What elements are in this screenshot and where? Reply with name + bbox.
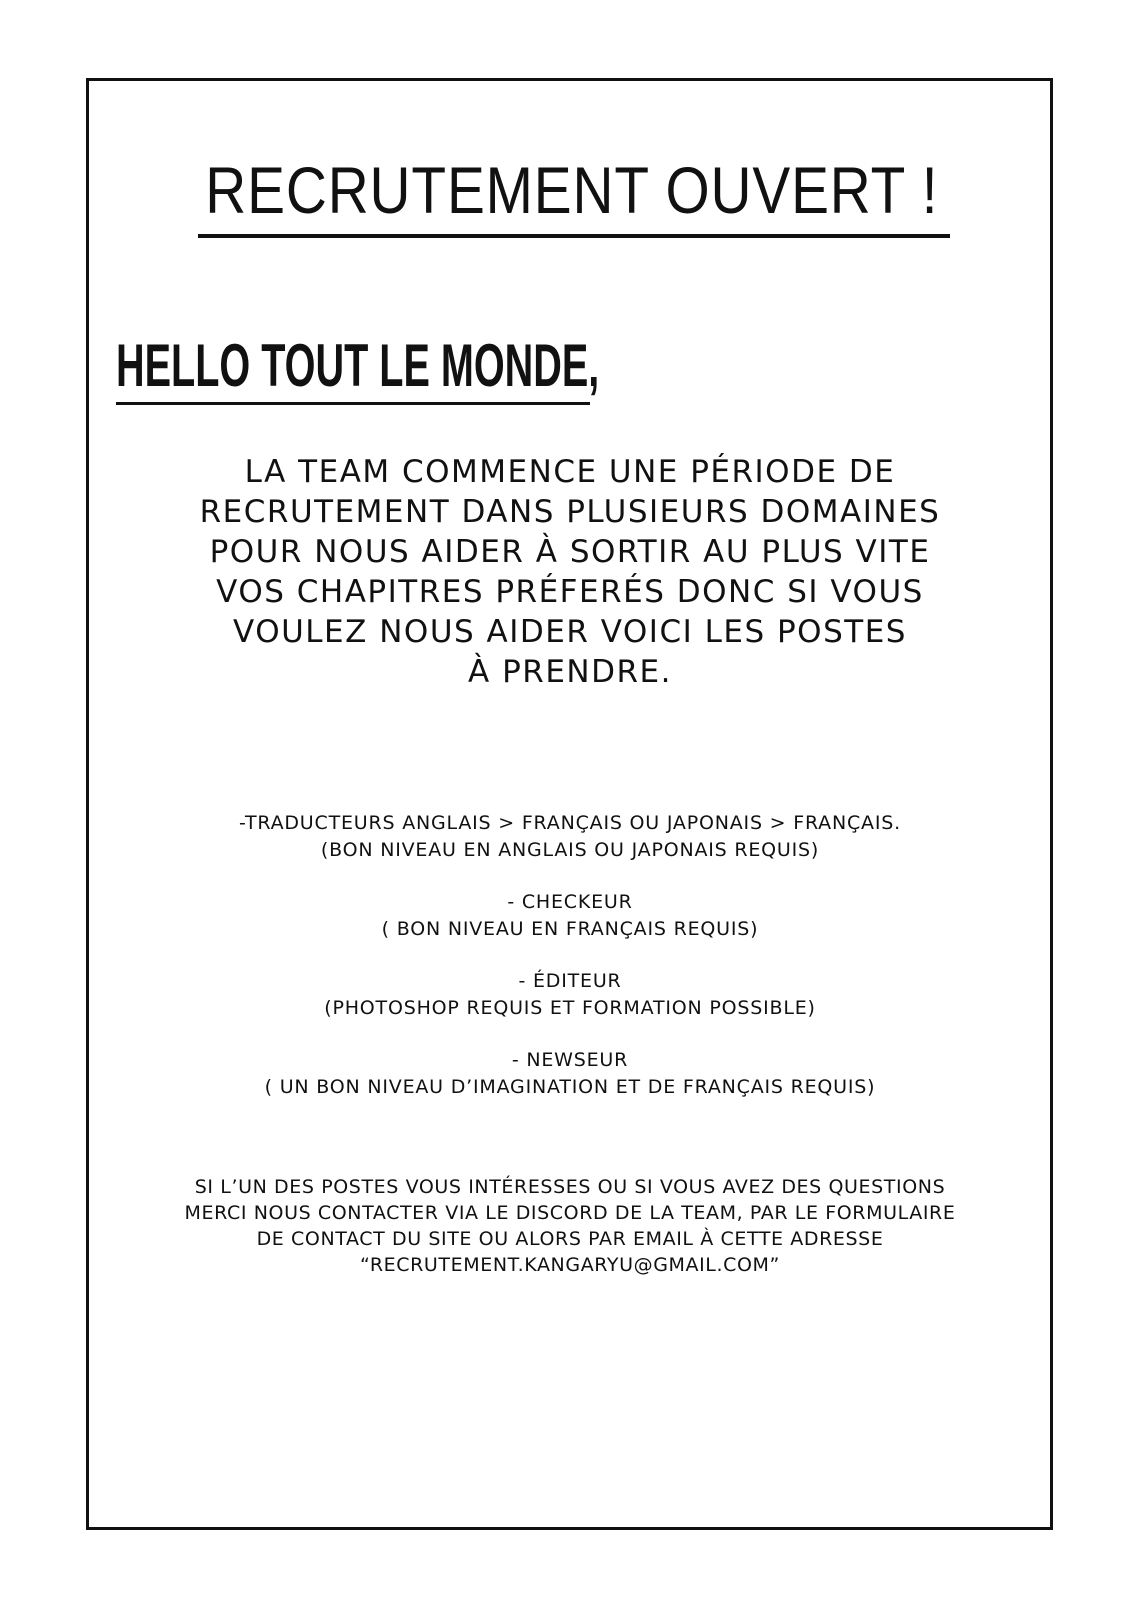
- contact-line: MERCI NOUS CONTACTER VIA LE DISCORD DE LA TEAM, PAR LE FORMULAIRE: [184, 1202, 956, 1224]
- position-requirement: (BON NIVEAU EN ANGLAIS OU JAPONAIS REQUIS): [320, 839, 820, 861]
- contact-line: DE CONTACT DU SITE OU ALORS PAR EMAIL À CETTE ADRESSE: [256, 1228, 884, 1250]
- position-requirement: ( BON NIVEAU EN FRANÇAIS REQUIS): [381, 918, 759, 940]
- position-requirement: ( UN BON NIVEAU D’IMAGINATION ET DE FRANÇAIS REQUIS): [264, 1076, 876, 1098]
- page-border-frame: [86, 78, 1053, 1530]
- intro-line: LA TEAM COMMENCE UNE PÉRIODE DE: [244, 454, 896, 490]
- position-requirement: (PHOTOSHOP REQUIS ET FORMATION POSSIBLE): [324, 997, 816, 1019]
- title-underline: [198, 234, 950, 238]
- position-translator: [130, 810, 1010, 864]
- position-role: -TRADUCTEURS ANGLAIS > FRANÇAIS OU JAPONAIS > FRANÇAIS.: [239, 812, 901, 834]
- intro-line: RECRUTEMENT DANS PLUSIEURS DOMAINES: [199, 494, 941, 530]
- position-checker: [130, 889, 1010, 943]
- position-newser: [130, 1047, 1010, 1101]
- intro-line: VOULEZ NOUS AIDER VOICI LES POSTES: [233, 614, 907, 650]
- position-role: - CHECKEUR: [507, 891, 633, 913]
- contact-paragraph: [100, 1174, 1040, 1278]
- intro-line: VOS CHAPITRES PRÉFERÉS DONC SI VOUS: [216, 574, 924, 610]
- page-title: RECRUTEMENT OUVERT !: [205, 153, 939, 227]
- position-editor: [130, 968, 1010, 1022]
- intro-paragraph: [130, 452, 1010, 692]
- intro-line: À PRENDRE.: [468, 654, 672, 690]
- contact-email: “RECRUTEMENT.KANGARYU@GMAIL.COM”: [359, 1254, 780, 1276]
- open-positions-list: [130, 810, 1010, 1126]
- intro-line: POUR NOUS AIDER À SORTIR AU PLUS VITE: [209, 534, 931, 570]
- position-role: - NEWSEUR: [511, 1049, 629, 1071]
- greeting-underline: [116, 402, 590, 405]
- contact-line: SI L’UN DES POSTES VOUS INTÉRESSES OU SI VOUS AVEZ DES QUESTIONS: [194, 1176, 946, 1198]
- greeting-heading: HELLO TOUT LE MONDE,: [116, 332, 600, 399]
- position-role: - ÉDITEUR: [518, 970, 622, 992]
